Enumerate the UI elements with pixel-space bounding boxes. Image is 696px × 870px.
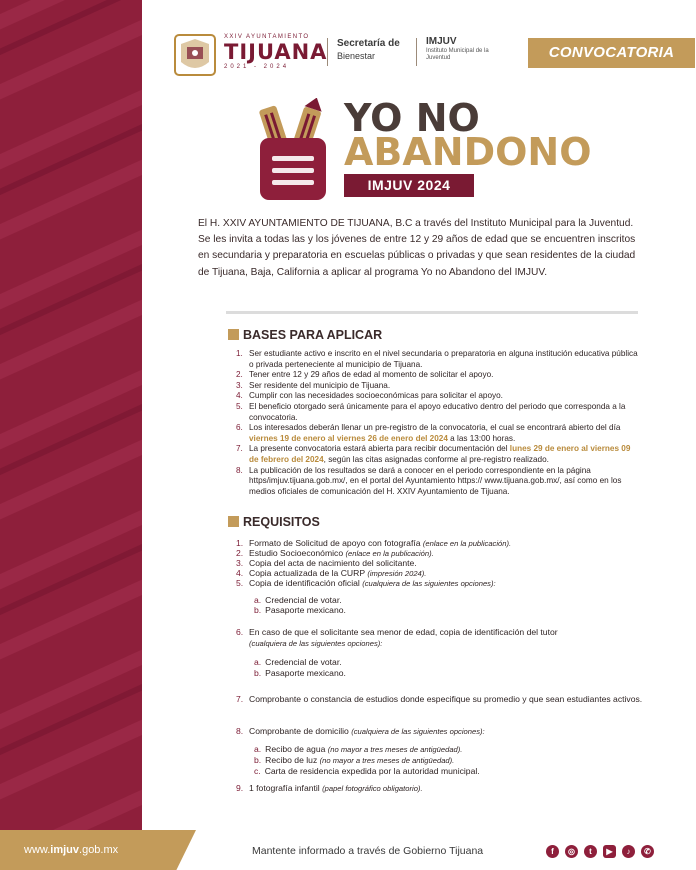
sub-list-item: b. Recibo de luz (no mayor a tres meses de antigüedad).: [254, 755, 455, 765]
title-line-1: YO NO: [344, 96, 480, 140]
title-line-2: ABANDONO: [344, 130, 592, 174]
list-item: 8. La publicación de los resultados se dará a conocer en el periodo correspondiente en la página https/imjuv.tijuana.gob.mx/, en el portal del Ayuntamiento https:// www.tijuana.gob.mx/, así como en los medios oficiales de comunicación del H. XXIV Ayuntamiento de Tijuana.: [236, 465, 622, 496]
intro-paragraph: El H. XXIV AYUNTAMIENTO DE TIJUANA, B.C a través del Instituto Municipal para la Juventud. Se les invita a todas las y los jóvenes de entre 12 y 29 años de edad que se encuentren inscritos en secundaria y preparatoria en escuelas públicas o privadas y que sean residentes de la ciudad de Tijuana, Baja, California a aplicar al programa Yo no Abandono del IMJUV.: [198, 218, 636, 278]
footer-message: Mantente informado a través de Gobierno Tijuana: [252, 845, 484, 857]
youtube-icon[interactable]: ▶: [603, 845, 616, 858]
twitter-icon[interactable]: t: [584, 845, 597, 858]
logo-wordmark: TIJUANA: [224, 40, 328, 64]
list-item: 5. El beneficio otorgado será únicamente para el apoyo educativo dentro del periodo que corresponda a la convocatoria.: [236, 401, 626, 422]
list-item: 3. Ser residente del municipio de Tijuana.: [236, 380, 391, 390]
bases-heading-text: BASES PARA APLICAR: [243, 328, 383, 342]
whatsapp-icon[interactable]: ✆: [641, 845, 654, 858]
square-bullet-icon: [228, 329, 239, 340]
sub-list-item: b. Pasaporte mexicano.: [254, 668, 346, 678]
requisitos-heading: [228, 515, 320, 529]
website-link[interactable]: www.imjuv.gob.mx: [24, 844, 119, 856]
sub-list-item: b. Pasaporte mexicano.: [254, 605, 346, 615]
bases-heading: [228, 328, 382, 342]
logo-years: 2021 - 2024: [224, 64, 290, 70]
list-item: 6. Los interesados deberán llenar un pre-registro de la convocatoria, el cual se encontrará abierto del día viernes 19 de enero al viernes 26 de enero del 2024 a las 13:00 horas.: [236, 423, 621, 443]
imjuv-title: IMJUV: [426, 36, 457, 47]
header-divider: [327, 38, 328, 66]
convocatoria-badge: CONVOCATORIA: [528, 38, 695, 68]
title-badge: IMJUV 2024: [344, 174, 474, 197]
header-divider: [416, 38, 417, 66]
bases-list: [236, 349, 642, 497]
imjuv-subtitle: Instituto Municipal de la Juventud: [426, 48, 489, 61]
sub-list-item: a. Credencial de votar.: [254, 657, 342, 667]
sub-list-item: a. Recibo de agua (no mayor a tres meses de antigüedad).: [254, 744, 463, 754]
date-highlight: lunes 29 de enero al viernes 09 de febrero del 2024: [249, 444, 631, 464]
list-item: 2. Tener entre 12 y 29 años de edad al momento de solicitar el apoyo.: [236, 370, 494, 380]
list-item: 7. La presente convocatoria estará abierta para recibir documentación del lunes 29 de enero al viernes 09 de febrero del 2024, según las citas asignadas conforme al pre-registro realizado.: [236, 444, 631, 464]
requisitos-heading-text: REQUISITOS: [243, 515, 320, 529]
sub-list-item: c. Carta de residencia expedida por la autoridad municipal.: [254, 766, 480, 776]
instagram-icon[interactable]: ◎: [565, 845, 578, 858]
tijuana-shield-icon: [172, 32, 218, 78]
section-divider: [226, 311, 638, 314]
logo-caption: XXIV AYUNTAMIENTO: [224, 34, 310, 40]
square-bullet-icon: [228, 516, 239, 527]
pencil-cup-icon: [254, 98, 332, 202]
list-item: 1. Ser estudiante activo e inscrito en el nivel secundaria o preparatoria en alguna institución educativa pública o privada perteneciente al municipio de Tijuana.: [236, 349, 638, 369]
list-item: 4. Cumplir con las necesidades socioeconómicas para solicitar el apoyo.: [236, 391, 503, 401]
decorative-band: [0, 0, 142, 830]
tiktok-icon[interactable]: ♪: [622, 845, 635, 858]
header: [172, 28, 696, 84]
facebook-icon[interactable]: f: [546, 845, 559, 858]
date-highlight: viernes 19 de enero al viernes 26 de enero del 2024: [249, 433, 448, 443]
footer: [0, 830, 696, 870]
secretaria-subtitle: Bienestar: [337, 51, 376, 61]
secretaria-title: Secretaría de: [337, 38, 400, 49]
sub-list-item: a. Credencial de votar.: [254, 595, 342, 605]
band-stripes: [0, 0, 142, 830]
